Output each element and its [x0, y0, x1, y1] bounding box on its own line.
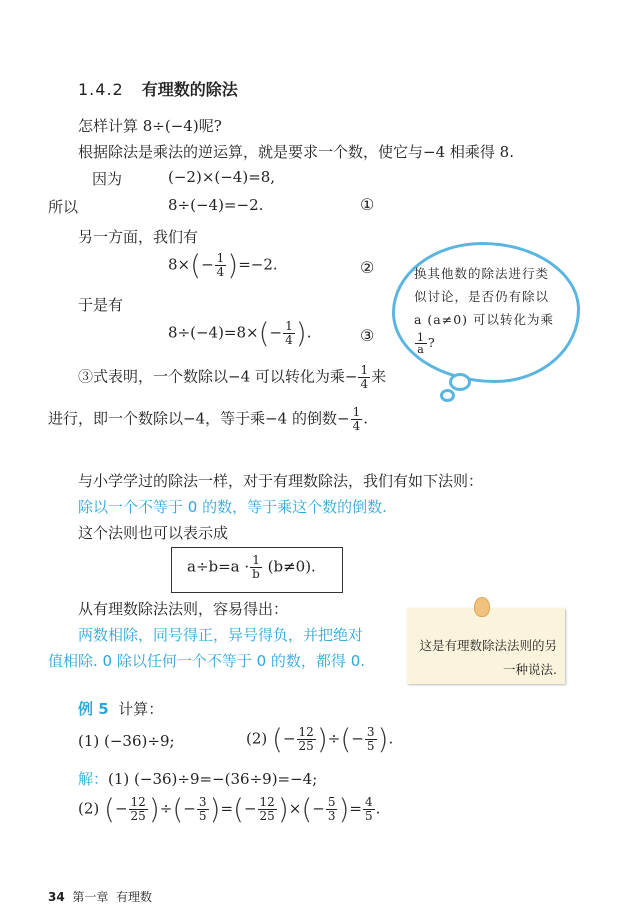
equation-3: 8÷(−4)=8×(− $\frac{1}{4}$ ).: [168, 316, 312, 350]
hence-line: 于是有: [78, 296, 124, 314]
example-heading: 例 5 计算：: [78, 700, 164, 718]
section-title: 有理数的除法: [141, 80, 238, 99]
equation-mark-1: ①: [360, 195, 375, 214]
page-number: 34: [48, 890, 65, 904]
pushpin-icon: [474, 597, 490, 617]
chapter-number: 第一章: [72, 890, 109, 904]
thought-bubble-tiny: [440, 389, 455, 402]
equation-mark-3: ③: [360, 326, 375, 345]
equation-2: 8×(− $\frac{1}{4}$ )=−2.: [168, 248, 278, 282]
section-heading: [78, 77, 238, 100]
other-hand-line: 另一方面，我们有: [78, 228, 199, 246]
example-part-2: (2) (− $\frac{12}{25}$ )÷(− $\frac{3}{5}$ ).: [246, 722, 394, 756]
so-label: 所以: [48, 198, 79, 216]
example-label: 例 5: [78, 700, 109, 718]
section-number: 1.4.2: [78, 80, 124, 99]
rule-also-line: 这个法则也可以表示成: [78, 524, 229, 542]
explanation-line-3: 进行，即一个数除以−4，等于乘−4 的倒数− $\frac{1}{4}$ .: [48, 405, 368, 433]
fraction-one-quarter: $\frac{1}{4}$: [216, 251, 225, 279]
derive-line: 从有理数除法法则，容易得出：: [78, 600, 289, 618]
because-equation: (−2)×(−4)=8,: [168, 168, 276, 186]
solution-part-2: (2) (− $\frac{12}{25}$ )÷(− $\frac{3}{5}$ )=(− $\frac{12}{25}$ )×(− $\frac{5}{3}$ )= $\frac{4}{5}$ .: [78, 792, 381, 826]
rule-corollary-line-2: 值相除. 0 除以任何一个不等于 0 的数，都得 0.: [48, 652, 366, 670]
solution-part-1: 解：(1) (−36)÷9=−(36÷9)=−4;: [78, 770, 318, 788]
thought-cloud-text: 换其他数的除法进行类似讨论，是否仍有除以 a (a≠0) 可以转化为乘 $\frac{1}{a}$ ?: [414, 266, 555, 356]
because-label: 因为: [92, 170, 123, 188]
solution-label: 解：: [78, 770, 109, 788]
rule-statement: 除以一个不等于 0 的数，等于乘这个数的倒数.: [78, 498, 387, 516]
example-part-1: (1) (−36)÷9;: [78, 732, 175, 750]
so-equation: 8÷(−4)=−2.: [168, 196, 264, 214]
explanation-line-2: ③式表明，一个数除以−4 可以转化为乘− $\frac{1}{4}$ 来: [78, 363, 387, 391]
fraction-one-quarter: $\frac{1}{4}$: [285, 319, 293, 347]
question-line: 怎样计算 8÷(−4)呢?: [78, 117, 222, 135]
equation-mark-2: ②: [360, 258, 375, 277]
sticky-note-text: 这是有理数除法法则的另一种说法.: [419, 638, 557, 677]
rule-corollary-line-1: 两数相除，同号得正，异号得负，并把绝对: [78, 626, 364, 644]
rule-formula: a÷b=a · $\frac{1}{b}$ (b≠0).: [187, 553, 316, 581]
chapter-title: 有理数: [116, 890, 153, 904]
thought-bubble-small: [449, 373, 471, 391]
rule-intro: 与小学学过的除法一样，对于有理数除法，我们有如下法则：: [78, 472, 484, 490]
explanation-line: 根据除法是乘法的逆运算，就是要求一个数，使它与−4 相乘得 8.: [78, 143, 514, 161]
page-footer: [48, 888, 152, 905]
